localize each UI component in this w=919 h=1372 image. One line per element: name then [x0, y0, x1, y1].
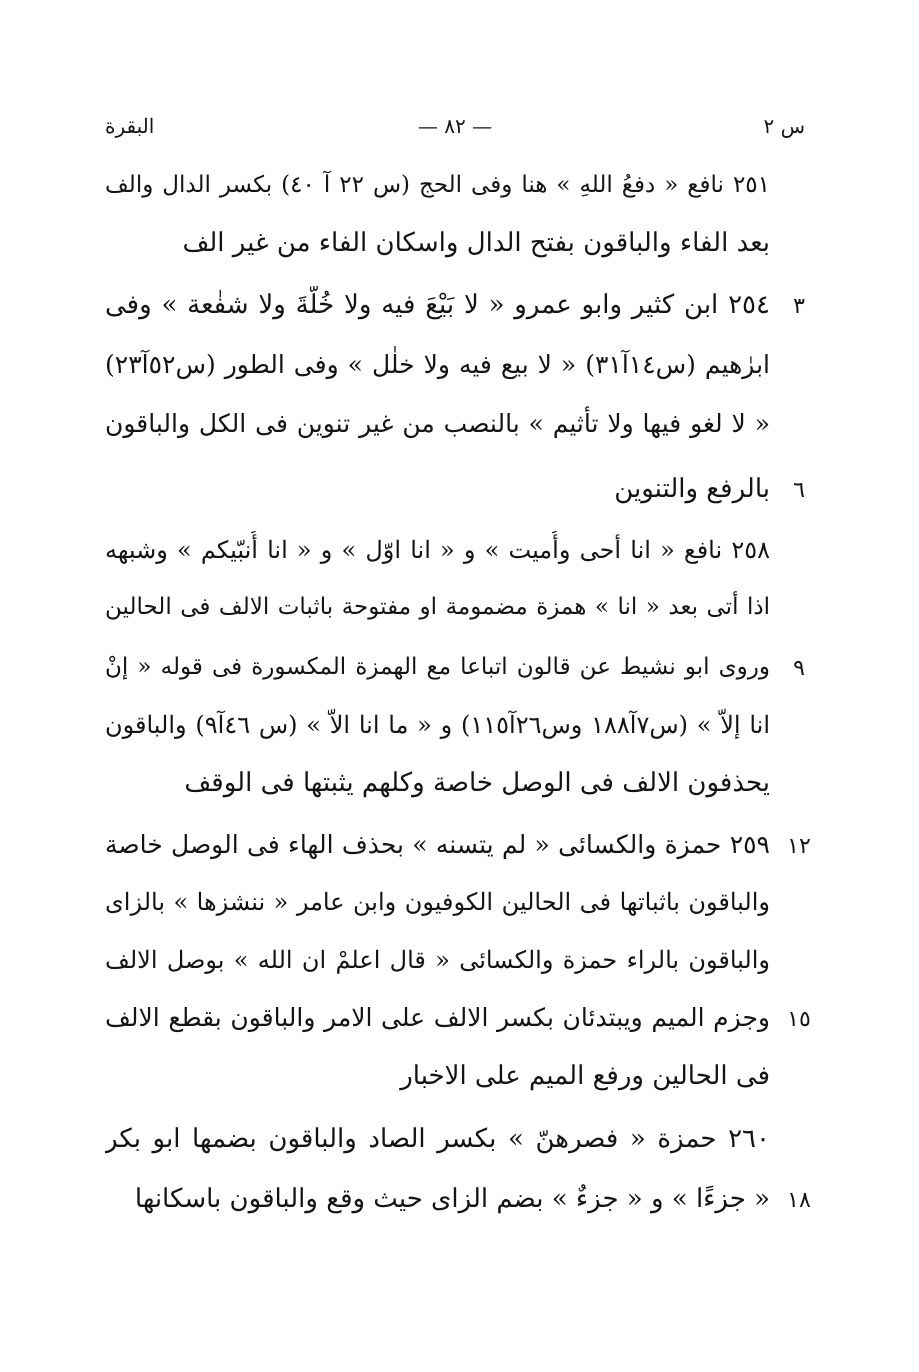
- text-line: والباقون باثباتها فى الحالين الكوفيون وابن عامر « ننشزها » بالزاى: [105, 888, 770, 916]
- line-number: ٩: [793, 656, 805, 681]
- text-line: ٢٥٩ حمزة والكسائى « لم يتسنه » بحذف الهاء فى الوصل خاصة: [105, 830, 770, 859]
- text-line: « جزءًا » و « جزءٌ » بضم الزاى حيث وقع والباقون باسكانها: [134, 1184, 770, 1214]
- text-line: اذا أتى بعد « انا » همزة مضمومة او مفتوحة باثبات الالف فى الحالين: [105, 594, 770, 620]
- text-line: « لا لغو فيها ولا تأثيم » بالنصب من غير تنوين فى الكل والباقون: [105, 409, 770, 438]
- text-line: ٢٦٠ حمزة « فصرهنّ » بكسر الصاد والباقون بضمها ابو بكر: [105, 1124, 770, 1154]
- line-number: ١٨: [787, 1188, 811, 1213]
- text-line: والباقون بالراء حمزة والكسائى « قال اعلمْ ان الله » بوصل الالف: [105, 946, 770, 974]
- surah-title: البقرة: [105, 114, 155, 138]
- text-line: بعد الفاء والباقون بفتح الدال واسكان الفاء من غير الف: [182, 228, 770, 258]
- text-line: وجزم الميم ويبتدئان بكسر الالف على الامر والباقون بقطع الالف: [105, 1003, 770, 1032]
- text-line: ابرٰهيم (س١٤آ٣١) « لا بيع فيه ولا خلٰل » وفى الطور (س٥٢آ٢٣): [105, 350, 770, 379]
- text-line: ٢٥٤ ابن كثير وابو عمرو « لا بَيْعَ فيه ولا خُلّةَ ولا شفٰعة » وفى: [105, 290, 770, 320]
- page-number: — ٨٢ —: [417, 114, 493, 138]
- text-line: ٢٥١ نافع « دفعُ اللهِ » هنا وفى الحج (س ٢٢ آ ٤٠) بكسر الدال والف: [105, 172, 770, 198]
- line-number: ١٢: [787, 834, 811, 859]
- text-line: وروى ابو نشيط عن قالون اتباعا مع الهمزة المكسورة فى قوله « إنْ: [105, 654, 770, 680]
- line-number: ٦: [793, 478, 805, 503]
- text-line: يحذفون الالف فى الوصل خاصة وكلهم يثبتها فى الوقف: [184, 768, 770, 798]
- text-line: بالرفع والتنوين: [614, 474, 770, 504]
- line-number: ١٥: [787, 1007, 811, 1032]
- text-line: ٢٥٨ نافع « انا أحى وأُميت » و « انا اوّل » و « انا أُنبّيكم » وشبهه: [105, 536, 770, 564]
- line-number: ٣: [793, 294, 805, 319]
- page-header: [105, 114, 805, 148]
- text-line: فى الحالين ورفع الميم على الاخبار: [400, 1061, 770, 1091]
- chapter-ref: س ٢: [763, 114, 805, 138]
- text-line: انا إلاّ » (س٧آ١٨٨ وس٢٦آ١١٥) و « ما انا الاّ » (س ٤٦آ٩) والباقون: [105, 711, 770, 739]
